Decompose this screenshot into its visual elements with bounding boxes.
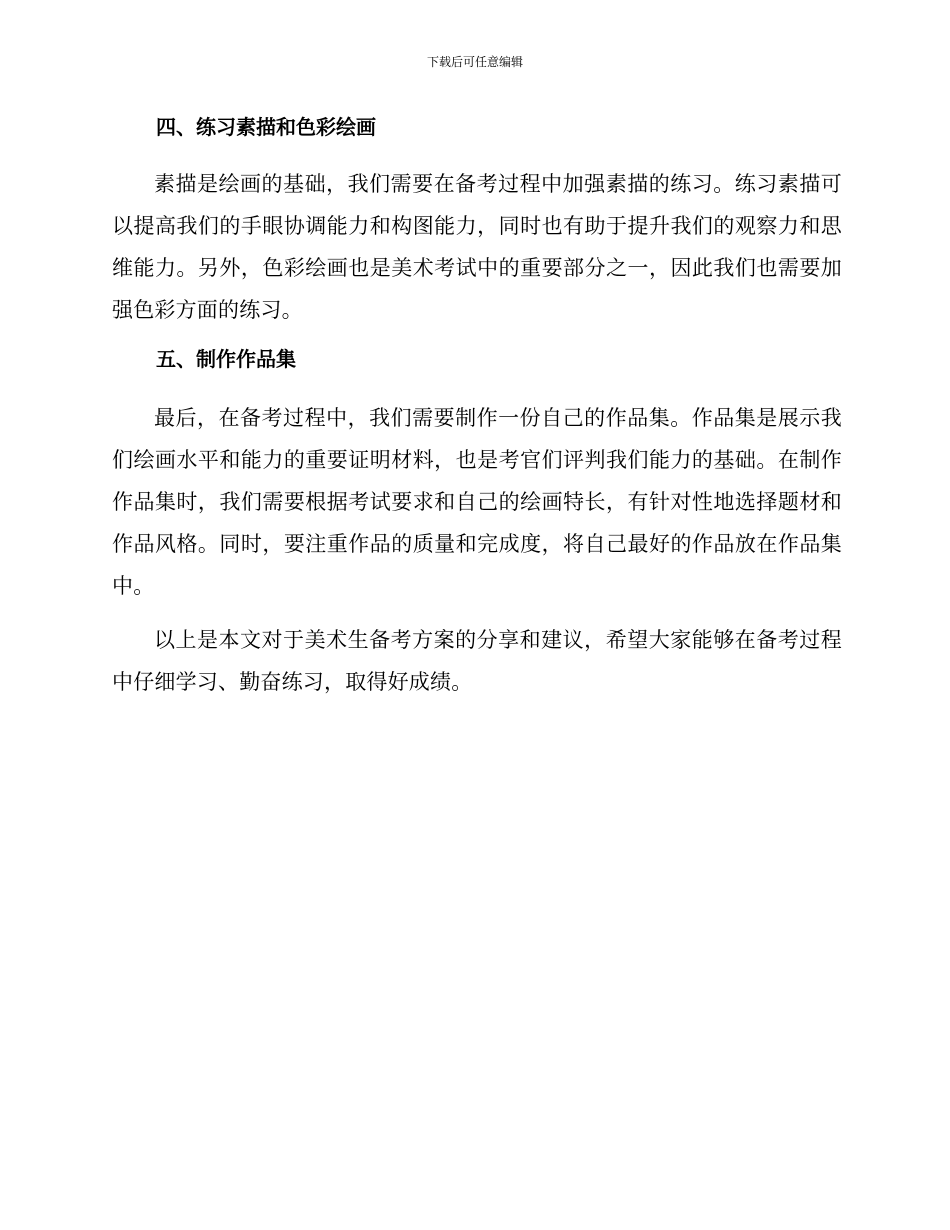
document-body [112,109,842,703]
section-heading-sketch-color: 四、练习素描和色彩绘画 [156,115,376,139]
section-paragraph-portfolio: 最后，在备考过程中，我们需要制作一份自己的作品集。作品集是展示我们绘画水平和能力的重要证明材料，也是考官们评判我们能力的基础。在制作作品集时，我们需要根据考试要求和自己的绘画特长，有针对性地选择题材和作品风格。同时，要注重作品的质量和完成度，将自己最好的作品放在作品集中。 [112,406,842,598]
section-heading-portfolio: 五、制作作品集 [156,347,296,371]
conclusion-paragraph: 以上是本文对于美术生备考方案的分享和建议，希望大家能够在备考过程中仔细学习、勤奋练习，取得好成绩。 [112,628,842,694]
section-paragraph-sketch-color: 素描是绘画的基础，我们需要在备考过程中加强素描的练习。练习素描可以提高我们的手眼协调能力和构图能力，同时也有助于提升我们的观察力和思维能力。另外，色彩绘画也是美术考试中的重要部分之一，因此我们也需要加强色彩方面的练习。 [112,172,842,322]
page-header: 下载后可任意编辑 [426,55,523,69]
